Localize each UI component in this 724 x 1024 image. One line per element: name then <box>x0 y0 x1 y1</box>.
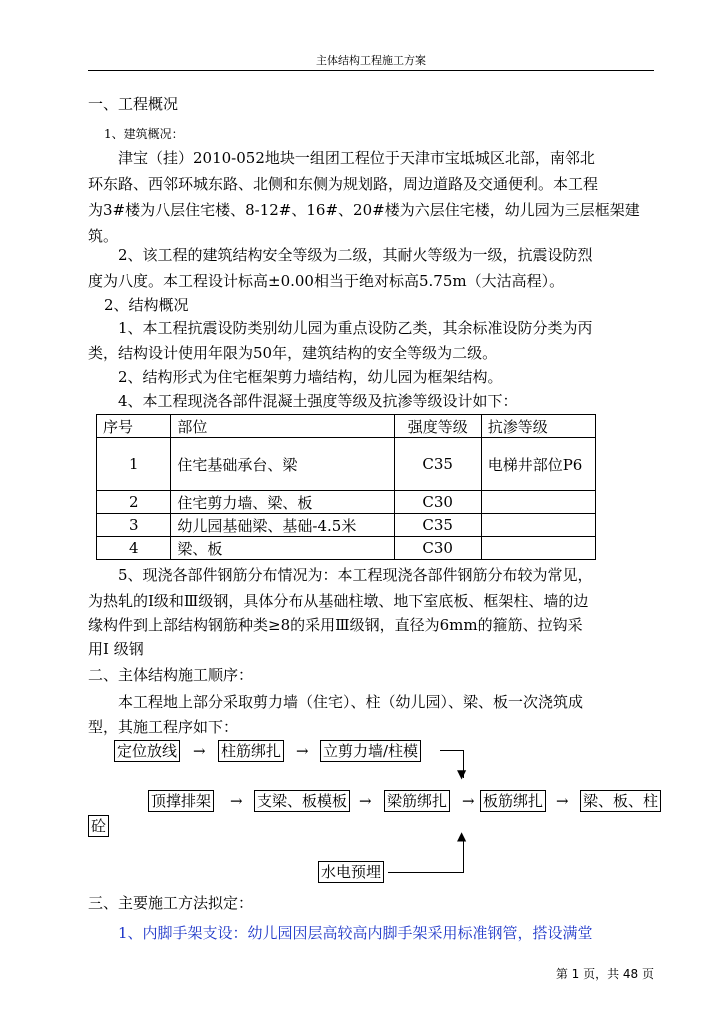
table-header-cell: 序号 <box>97 415 171 438</box>
table-cell: C35 <box>394 438 481 491</box>
section-heading-sequence: 二、主体结构施工顺序： <box>88 666 254 684</box>
paragraph-line: 4、本工程现浇各部件混凝土强度等级及抗渗等级设计如下： <box>118 392 518 410</box>
arrow-down-icon: ▼ <box>457 767 467 781</box>
paragraph-line: 5、现浇各部件钢筋分布情况为：本工程现浇各部件钢筋分布较为常见， <box>118 566 593 584</box>
paragraph-line: 1、本工程抗震设防类别幼儿园为重点设防乙类，其余标准设防分类为丙 <box>118 319 593 337</box>
table-cell: 梁、板 <box>171 537 394 560</box>
table-cell: C30 <box>394 491 481 514</box>
section-heading-methods: 三、主要施工方法拟定： <box>88 894 254 912</box>
table-cell <box>481 491 595 514</box>
paragraph-line: 为热轧的Ⅰ级和Ⅲ级钢，具体分布从基础柱墩、地下室底板、框架柱、墙的边 <box>88 592 589 610</box>
flow-step-plumbing-electrical: 水电预埋 <box>318 861 384 883</box>
paragraph-line: 类，结构设计使用年限为50年，建筑结构的安全等级为二级。 <box>88 344 498 362</box>
flow-arrow: → <box>556 792 569 810</box>
subheading-structure: 2、结构概况 <box>104 296 189 314</box>
table-cell: 住宅剪力墙、梁、板 <box>171 491 394 514</box>
paragraph-line-highlight: 1、内脚手架支设：幼儿园因层高较高内脚手架采用标准钢管，搭设满堂 <box>118 924 593 942</box>
paragraph-line: 津宝（挂）2010-052地块一组团工程位于天津市宝坻城区北部，南邻北 <box>118 149 595 167</box>
subheading-building: 1、建筑概况： <box>104 127 184 141</box>
flow-step-slab-rebar: 板筋绑扎 <box>480 790 546 812</box>
concrete-grade-table <box>96 414 596 560</box>
table-cell: C30 <box>394 537 481 560</box>
table-header-cell: 强度等级 <box>394 415 481 438</box>
paragraph-line: 环东路、西邻环城东路、北侧和东侧为规划路，周边道路及交通便利。本工程 <box>88 175 599 193</box>
flow-arrow: → <box>462 792 475 810</box>
flow-arrow: → <box>193 742 206 760</box>
section-heading-overview: 一、工程概况 <box>88 95 179 113</box>
flow-step-casting: 梁、板、柱 <box>580 790 661 812</box>
paragraph-line: 用Ⅰ 级钢 <box>88 640 144 658</box>
table-cell: 4 <box>97 537 171 560</box>
flow-step-casting-continued: 砼 <box>88 815 109 837</box>
table-header-cell: 抗渗等级 <box>481 415 595 438</box>
table-header-cell: 部位 <box>171 415 394 438</box>
paragraph-line: 度为八度。本工程设计标高±0.00相当于绝对标高5.75m（大沽高程）。 <box>88 272 565 290</box>
flow-step-beam-rebar: 梁筋绑扎 <box>384 790 450 812</box>
flow-connector <box>463 838 464 872</box>
paragraph-line: 本工程地上部分采取剪力墙（住宅）、柱（幼儿园）、梁、板一次浇筑成 <box>118 693 584 711</box>
flow-arrow: → <box>359 792 372 810</box>
flow-step-positioning: 定位放线 <box>114 740 180 762</box>
flow-connector <box>388 872 464 873</box>
flow-arrow: → <box>296 742 309 760</box>
table-cell <box>481 537 595 560</box>
paragraph-line: 为3#楼为八层住宅楼、8-12#、16#、20#楼为六层住宅楼，幼儿园为三层框架建 <box>88 201 640 219</box>
paragraph-line: 型，其施工程序如下： <box>88 718 239 736</box>
page-footer: 第 1 页，共 48 页 <box>555 967 654 981</box>
flow-step-column-rebar: 柱筋绑扎 <box>218 740 284 762</box>
page-header: 主体结构工程施工方案 <box>88 54 654 71</box>
table-header-row <box>97 415 596 438</box>
table-cell: 1 <box>97 438 171 491</box>
table-cell: 电梯井部位P6 <box>481 438 595 491</box>
flow-step-wall-formwork: 立剪力墙/柱模 <box>320 740 421 762</box>
table-cell: 住宅基础承台、梁 <box>171 438 394 491</box>
flow-arrow: → <box>230 792 243 810</box>
paragraph-line: 缘构件到上部结构钢筋种类≥8的采用Ⅲ级钢，直径为6mm的箍筋、拉钩采 <box>88 616 583 634</box>
flow-step-shoring: 顶撑排架 <box>148 790 214 812</box>
paragraph-line: 筑。 <box>88 227 119 245</box>
flow-step-beam-slab-formwork: 支梁、板模板 <box>254 790 350 812</box>
table-row <box>97 491 596 514</box>
table-row <box>97 537 596 560</box>
table-cell <box>481 514 595 537</box>
flow-connector <box>440 750 464 751</box>
table-cell: 幼儿园基础梁、基础-4.5米 <box>171 514 394 537</box>
paragraph-line: 2、该工程的建筑结构安全等级为二级，其耐火等级为一级，抗震设防烈 <box>118 246 593 264</box>
table-row <box>97 514 596 537</box>
paragraph-line: 2、结构形式为住宅框架剪力墙结构，幼儿园为框架结构。 <box>118 368 503 386</box>
table-row <box>97 438 596 491</box>
arrow-up-icon: ▲ <box>457 829 467 843</box>
table-cell: 2 <box>97 491 171 514</box>
table-cell: C35 <box>394 514 481 537</box>
table-cell: 3 <box>97 514 171 537</box>
